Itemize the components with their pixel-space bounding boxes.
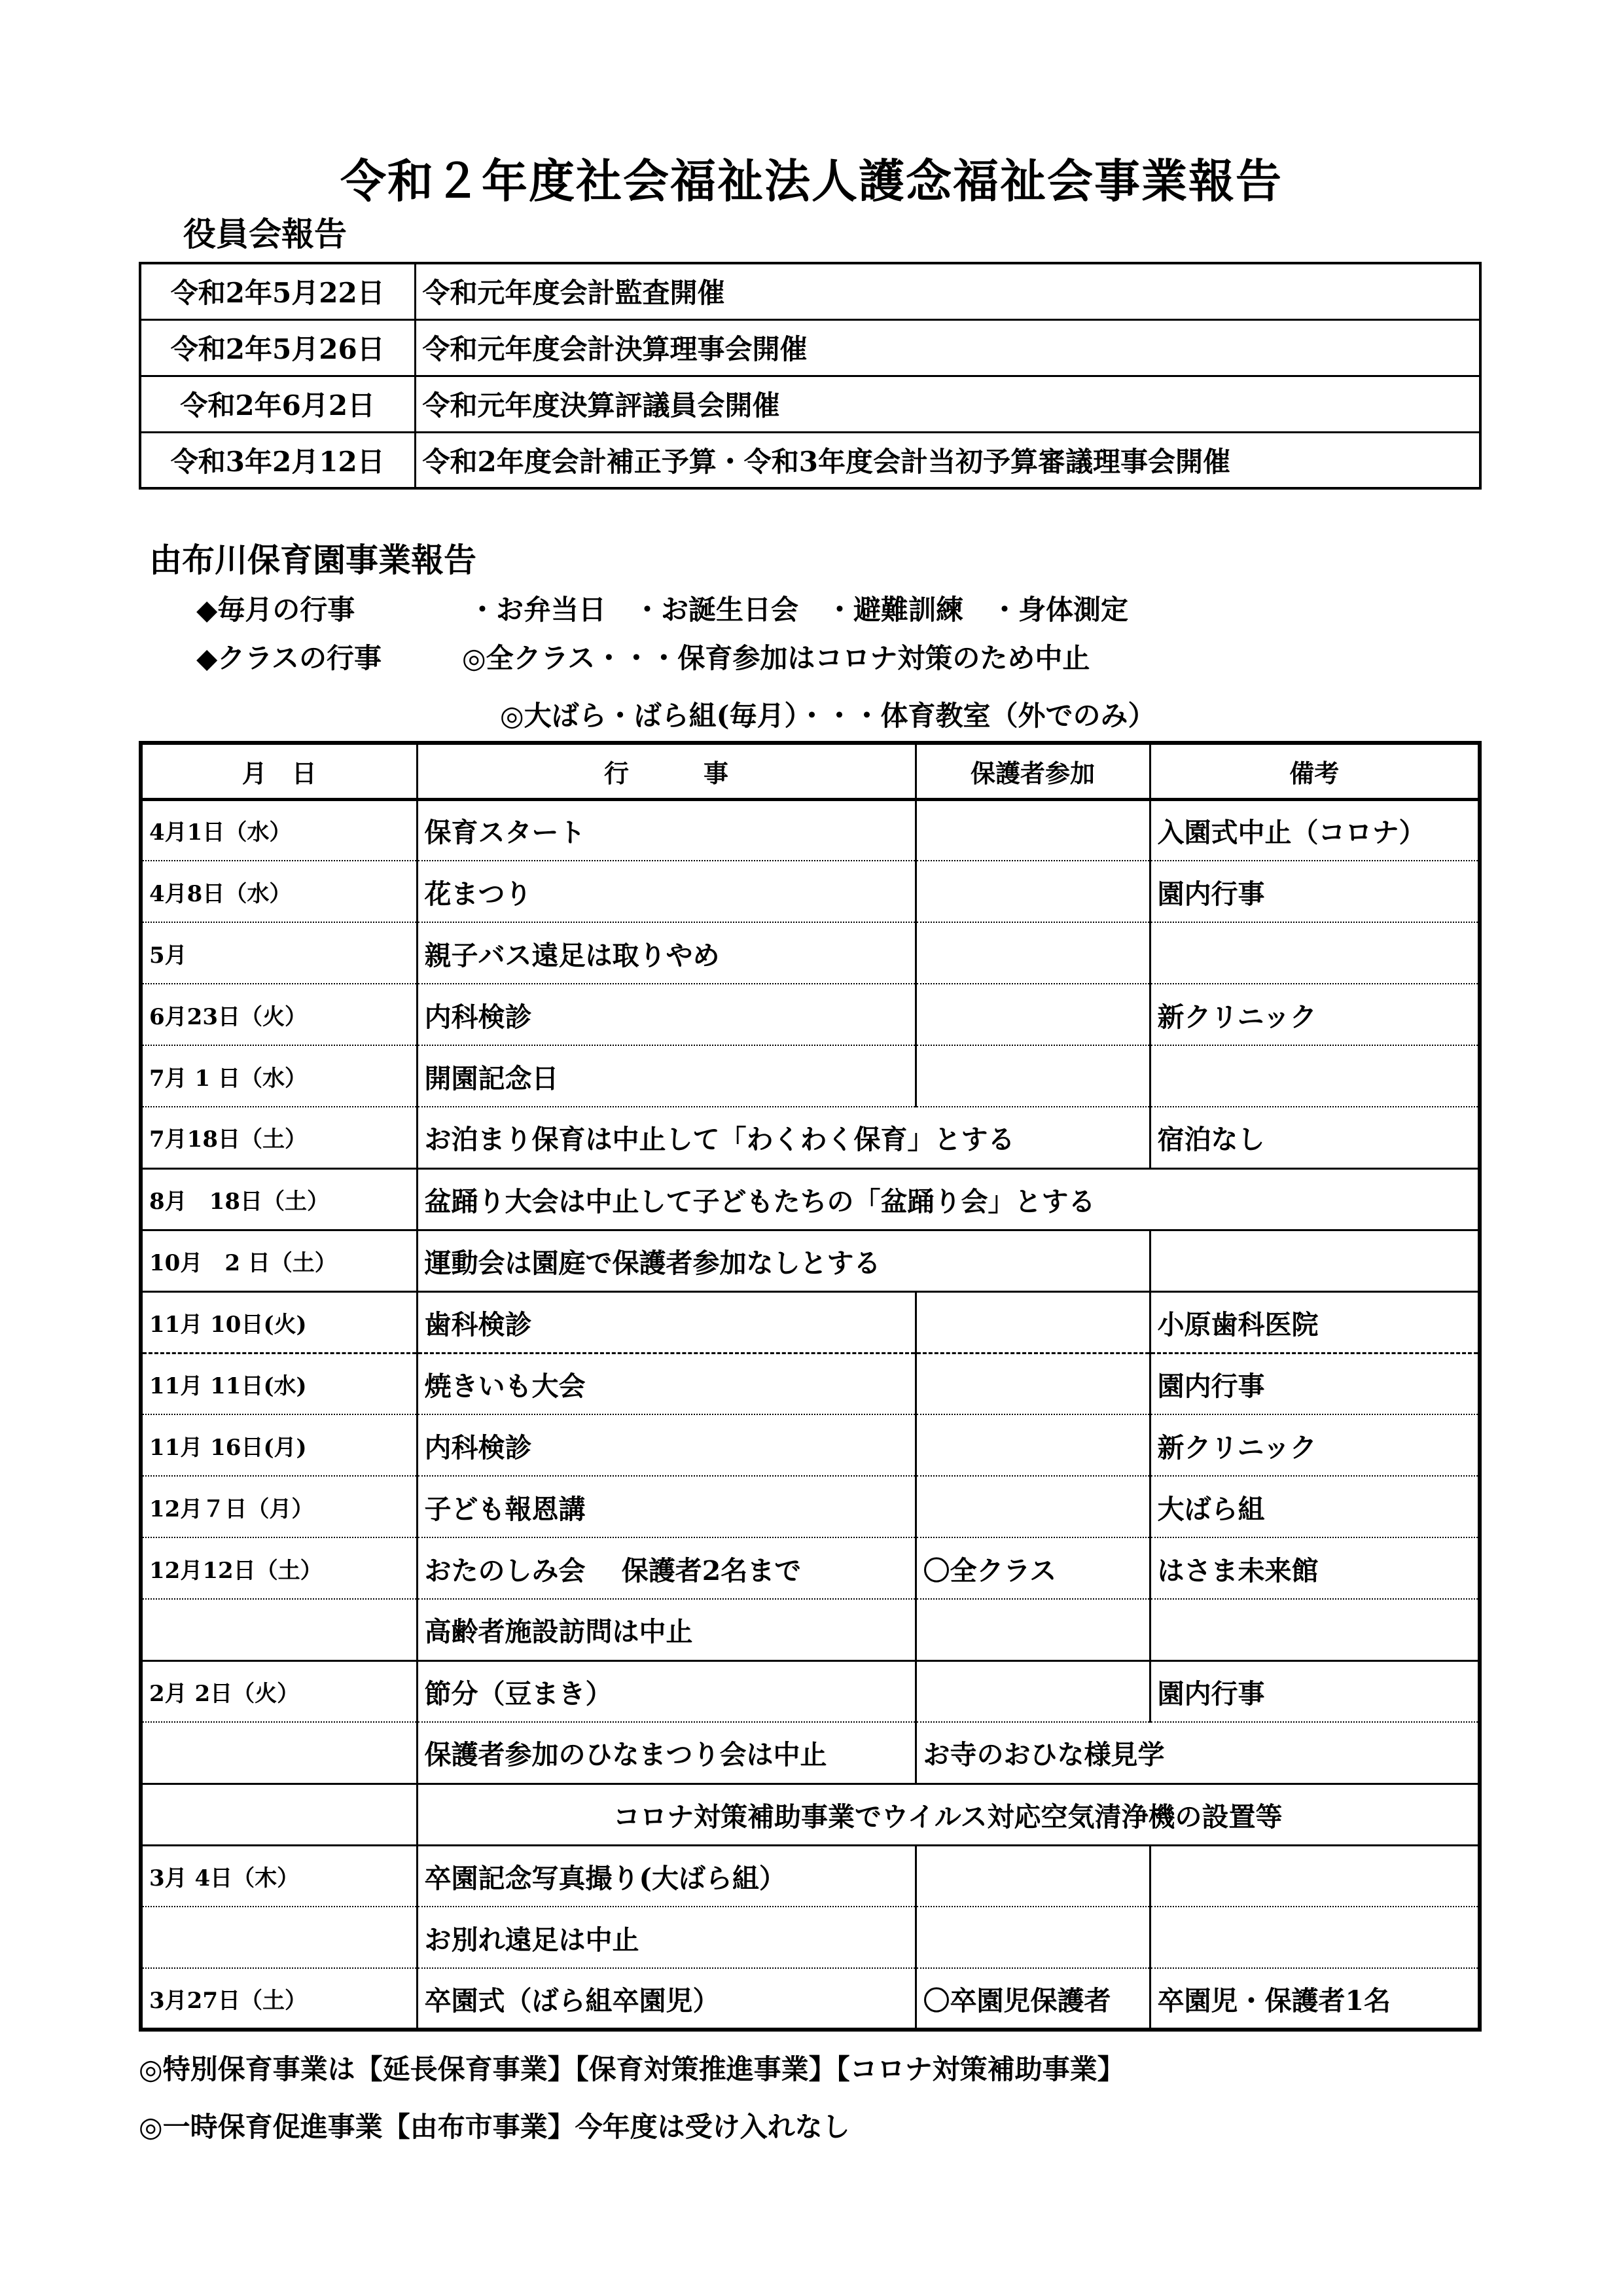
event-date: 4月1日（水） xyxy=(141,799,417,861)
event-name: コロナ対策補助事業でウイルス対応空気清浄機の設置等 xyxy=(417,1784,1480,1845)
class-events-label: ◆クラスの行事 xyxy=(196,642,382,674)
board-date: 令和2年5月26日 xyxy=(140,319,415,376)
table-row xyxy=(141,1414,1480,1476)
board-date: 令和2年6月2日 xyxy=(140,376,415,432)
event-note: 小原歯科医院 xyxy=(1150,1291,1480,1353)
event-name: お泊まり保育は中止して「わくわく保育」とする xyxy=(417,1107,1150,1168)
event-date: 11月 10日(火) xyxy=(141,1291,417,1353)
nursery-section-heading: 由布川保育園事業報告 xyxy=(149,541,476,579)
event-name: 卒園記念写真撮り(大ばら組） xyxy=(417,1845,916,1907)
class-events-note: ◎大ばら・ばら組(毎月）・・・体育教室（外でのみ） xyxy=(500,700,1156,732)
column-header: 備考 xyxy=(1150,743,1480,799)
event-parent xyxy=(916,1845,1150,1907)
table-row xyxy=(140,319,1480,376)
table-row xyxy=(141,1476,1480,1537)
event-date: 4月8日（水） xyxy=(141,861,417,922)
event-name: 高齢者施設訪問は中止 xyxy=(417,1599,916,1660)
event-parent xyxy=(916,1045,1150,1107)
event-note: 園内行事 xyxy=(1150,861,1480,922)
event-name: 卒園式（ばら組卒園児） xyxy=(417,1968,916,2030)
event-parent xyxy=(916,799,1150,861)
page-title: 令和２年度社会福祉法人護念福祉会事業報告 xyxy=(340,154,1283,208)
event-date: 7月 1 日（水） xyxy=(141,1045,417,1107)
event-note xyxy=(1150,1045,1480,1107)
table-row xyxy=(141,1230,1480,1291)
event-date: 8月 18日（土） xyxy=(141,1168,417,1230)
event-date xyxy=(141,1722,417,1784)
event-date xyxy=(141,1784,417,1845)
event-date: 3月27日（土） xyxy=(141,1968,417,2030)
board-event: 令和元年度会計決算理事会開催 xyxy=(415,319,1480,376)
table-row xyxy=(141,1722,1480,1784)
monthly-events-items: ・お弁当日 ・お誕生日会 ・避難訓練 ・身体測定 xyxy=(469,594,1129,626)
table-row xyxy=(141,1537,1480,1599)
event-note: 入園式中止（コロナ） xyxy=(1150,799,1480,861)
table-row xyxy=(140,432,1480,488)
event-name: 運動会は園庭で保護者参加なしとする xyxy=(417,1230,1150,1291)
event-date: 5月 xyxy=(141,922,417,984)
event-parent xyxy=(916,1476,1150,1537)
event-date: 7月18日（土） xyxy=(141,1107,417,1168)
event-note: 卒園児・保護者1名 xyxy=(1150,1968,1480,2030)
board-event: 令和2年度会計補正予算・令和3年度会計当初予算審議理事会開催 xyxy=(415,432,1480,488)
table-row xyxy=(141,1168,1480,1230)
event-name: おたのしみ会 保護者2名まで xyxy=(417,1537,916,1599)
table-row xyxy=(141,1045,1480,1107)
table-header-row xyxy=(141,743,1480,799)
events-table xyxy=(139,741,1482,2032)
table-row xyxy=(141,1291,1480,1353)
event-parent xyxy=(916,1353,1150,1414)
footer-note: ◎特別保育事業は【延長保育事業】【保育対策推進事業】【コロナ対策補助事業】 xyxy=(139,2053,1125,2085)
table-row xyxy=(141,1968,1480,2030)
event-note: 園内行事 xyxy=(1150,1353,1480,1414)
event-name: 焼きいも大会 xyxy=(417,1353,916,1414)
event-name: 花まつり xyxy=(417,861,916,922)
event-parent xyxy=(916,1907,1150,1968)
event-name: お別れ遠足は中止 xyxy=(417,1907,916,1968)
table-row xyxy=(141,799,1480,861)
table-row xyxy=(141,1845,1480,1907)
event-parent xyxy=(916,861,1150,922)
event-parent xyxy=(916,984,1150,1045)
event-parent: 〇卒園児保護者 xyxy=(916,1968,1150,2030)
event-note xyxy=(1150,1845,1480,1907)
board-meetings-table xyxy=(139,262,1482,490)
table-row xyxy=(141,922,1480,984)
event-parent xyxy=(916,922,1150,984)
event-note: 宿泊なし xyxy=(1150,1107,1480,1168)
monthly-events-label: ◆毎月の行事 xyxy=(196,594,355,626)
event-name: 保育スタート xyxy=(417,799,916,861)
event-name: 歯科検診 xyxy=(417,1291,916,1353)
event-date: 6月23日（火） xyxy=(141,984,417,1045)
event-date xyxy=(141,1907,417,1968)
event-name: 節分（豆まき） xyxy=(417,1660,916,1722)
event-date: 10月 2 日（土） xyxy=(141,1230,417,1291)
event-note: 新クリニック xyxy=(1150,984,1480,1045)
event-note: 園内行事 xyxy=(1150,1660,1480,1722)
event-name: 保護者参加のひなまつり会は中止 xyxy=(417,1722,916,1784)
event-note: はさま未来館 xyxy=(1150,1537,1480,1599)
event-note xyxy=(1150,1599,1480,1660)
event-parent xyxy=(916,1291,1150,1353)
table-row xyxy=(141,1907,1480,1968)
event-name: 盆踊り大会は中止して子どもたちの「盆踊り会」とする xyxy=(417,1168,1480,1230)
table-row xyxy=(140,263,1480,319)
footer-note: ◎一時保育促進事業【由布市事業】今年度は受け入れなし xyxy=(139,2111,850,2143)
board-date: 令和2年5月22日 xyxy=(140,263,415,319)
table-row xyxy=(141,1784,1480,1845)
table-row xyxy=(141,1353,1480,1414)
board-event: 令和元年度会計監査開催 xyxy=(415,263,1480,319)
event-date: 11月 11日(水) xyxy=(141,1353,417,1414)
event-name: 内科検診 xyxy=(417,984,916,1045)
event-name: 子ども報恩講 xyxy=(417,1476,916,1537)
event-date: 12月７日（月） xyxy=(141,1476,417,1537)
table-row xyxy=(140,376,1480,432)
table-row xyxy=(141,1599,1480,1660)
event-note xyxy=(1150,1230,1480,1291)
column-header: 行 事 xyxy=(417,743,916,799)
event-parent: 〇全クラス xyxy=(916,1537,1150,1599)
event-date xyxy=(141,1599,417,1660)
table-row xyxy=(141,1660,1480,1722)
event-parent xyxy=(916,1599,1150,1660)
event-name: 内科検診 xyxy=(417,1414,916,1476)
event-name: 開園記念日 xyxy=(417,1045,916,1107)
column-header: 保護者参加 xyxy=(916,743,1150,799)
board-date: 令和3年2月12日 xyxy=(140,432,415,488)
event-date: 2月 2日（火） xyxy=(141,1660,417,1722)
table-row xyxy=(141,1107,1480,1168)
event-name: 親子バス遠足は取りやめ xyxy=(417,922,916,984)
event-note: 大ばら組 xyxy=(1150,1476,1480,1537)
table-row xyxy=(141,984,1480,1045)
event-parent xyxy=(916,1414,1150,1476)
event-note: 新クリニック xyxy=(1150,1414,1480,1476)
event-date: 11月 16日(月) xyxy=(141,1414,417,1476)
board-event: 令和元年度決算評議員会開催 xyxy=(415,376,1480,432)
class-events-note: ◎全クラス・・・保育参加はコロナ対策のため中止 xyxy=(462,642,1090,674)
event-note xyxy=(1150,1907,1480,1968)
event-date: 3月 4日（木） xyxy=(141,1845,417,1907)
event-parent: お寺のおひな様見学 xyxy=(916,1722,1480,1784)
table-row xyxy=(141,861,1480,922)
column-header: 月 日 xyxy=(141,743,417,799)
event-parent xyxy=(916,1660,1150,1722)
event-date: 12月12日（土） xyxy=(141,1537,417,1599)
board-section-heading: 役員会報告 xyxy=(183,215,347,253)
event-note xyxy=(1150,922,1480,984)
